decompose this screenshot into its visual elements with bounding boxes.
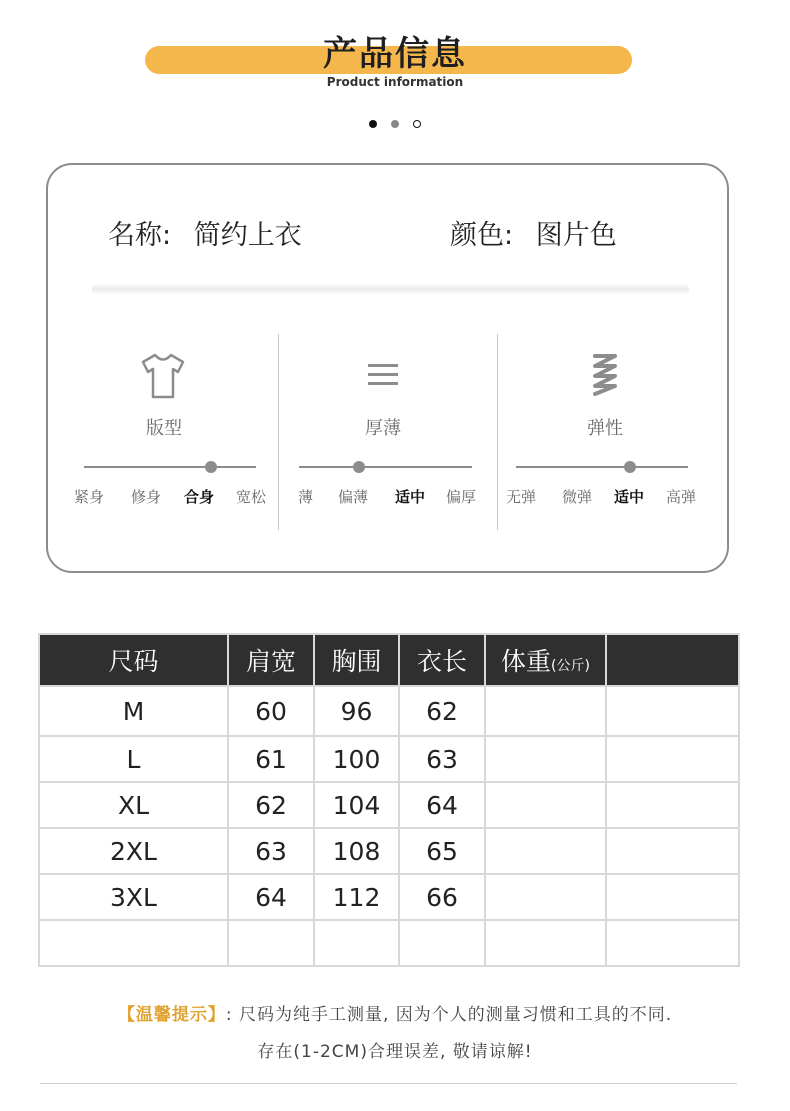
table-row (39, 736, 739, 782)
dot-filled-icon (369, 120, 377, 128)
fit-option: 紧身 (74, 488, 105, 506)
cell-weight (485, 782, 606, 828)
cell-weight (485, 686, 606, 736)
color-label: 颜色: (450, 220, 514, 251)
cell-shoulder: 64 (228, 874, 314, 920)
table-row (39, 874, 739, 920)
cell-shoulder: 63 (228, 828, 314, 874)
header-size: 尺码 (39, 634, 228, 686)
tshirt-icon (138, 352, 188, 404)
table-row (39, 828, 739, 874)
elasticity-option: 微弹 (562, 488, 593, 506)
fit-slider-track (84, 466, 256, 468)
cell-size: M (39, 686, 228, 736)
product-name (108, 213, 302, 252)
header-chest: 胸围 (314, 634, 399, 686)
notice-text-1: : 尺码为纯手工测量, 因为个人的测量习惯和工具的不同. (225, 1005, 673, 1025)
attr-title-fit: 版型 (146, 418, 182, 439)
dot-gray-icon (391, 120, 399, 128)
header-weight-unit: (公斤) (551, 658, 590, 674)
thickness-option: 偏薄 (338, 488, 369, 506)
cell-size: 3XL (39, 874, 228, 920)
cell-empty (606, 920, 739, 966)
size-table (38, 633, 740, 967)
divider-shadow (92, 283, 689, 295)
cell-chest: 104 (314, 782, 399, 828)
cell-weight (485, 736, 606, 782)
name-label: 名称: (108, 220, 172, 251)
fit-slider-knob (205, 461, 217, 473)
cell-empty (606, 736, 739, 782)
color-value: 图片色 (535, 220, 617, 251)
column-divider (278, 334, 279, 530)
thickness-option: 偏厚 (446, 488, 477, 506)
elasticity-slider-knob (624, 461, 636, 473)
cell-shoulder: 61 (228, 736, 314, 782)
cell-chest: 108 (314, 828, 399, 874)
header-shoulder: 肩宽 (228, 634, 314, 686)
elasticity-slider-track (516, 466, 688, 468)
size-table-header (39, 634, 739, 686)
attr-title-thickness: 厚薄 (365, 418, 401, 439)
cell-empty (606, 828, 739, 874)
thickness-option: 薄 (298, 488, 314, 506)
fit-option: 修身 (131, 488, 162, 506)
spring-icon (589, 352, 621, 402)
cell-chest: 96 (314, 686, 399, 736)
cell-weight (485, 828, 606, 874)
cell-size: L (39, 736, 228, 782)
cell-empty (606, 782, 739, 828)
page-title: 产品信息 (323, 34, 467, 74)
cell-empty (39, 920, 228, 966)
notice-line-1 (0, 1000, 790, 1025)
cell-shoulder: 60 (228, 686, 314, 736)
decorative-dots (0, 120, 790, 128)
cell-length: 63 (399, 736, 485, 782)
thickness-slider-knob (353, 461, 365, 473)
table-row-empty (39, 920, 739, 966)
cell-weight (485, 874, 606, 920)
name-value: 简约上衣 (193, 220, 302, 251)
cell-empty (314, 920, 399, 966)
cell-empty (606, 874, 739, 920)
header-weight (485, 634, 606, 686)
header-empty (606, 634, 739, 686)
attr-title-elasticity: 弹性 (587, 418, 623, 439)
header-length: 衣长 (399, 634, 485, 686)
cell-shoulder: 62 (228, 782, 314, 828)
cell-size: XL (39, 782, 228, 828)
cell-length: 66 (399, 874, 485, 920)
product-color (450, 213, 617, 252)
thickness-slider-track (299, 466, 472, 468)
lines-icon (366, 362, 400, 392)
cell-chest: 112 (314, 874, 399, 920)
header-weight-label: 体重 (501, 647, 552, 676)
elasticity-option-selected: 适中 (614, 488, 645, 506)
cell-size: 2XL (39, 828, 228, 874)
column-divider (497, 334, 498, 530)
cell-length: 65 (399, 828, 485, 874)
cell-empty (228, 920, 314, 966)
page-subtitle: Product information (326, 75, 464, 89)
dot-outline-icon (413, 120, 421, 128)
cell-chest: 100 (314, 736, 399, 782)
cell-length: 64 (399, 782, 485, 828)
thickness-option-selected: 适中 (395, 488, 426, 506)
fit-option-selected: 合身 (184, 488, 215, 506)
table-row (39, 782, 739, 828)
cell-empty (485, 920, 606, 966)
elasticity-option: 无弹 (506, 488, 537, 506)
cell-length: 62 (399, 686, 485, 736)
notice-line-2: 存在(1-2CM)合理误差, 敬请谅解! (257, 1042, 533, 1062)
fit-option: 宽松 (236, 488, 267, 506)
cell-empty (399, 920, 485, 966)
elasticity-option: 高弹 (666, 488, 697, 506)
bottom-divider (40, 1083, 737, 1084)
table-row (39, 686, 739, 736)
cell-empty (606, 686, 739, 736)
notice-tip-label: 【温馨提示】 (117, 1005, 226, 1025)
